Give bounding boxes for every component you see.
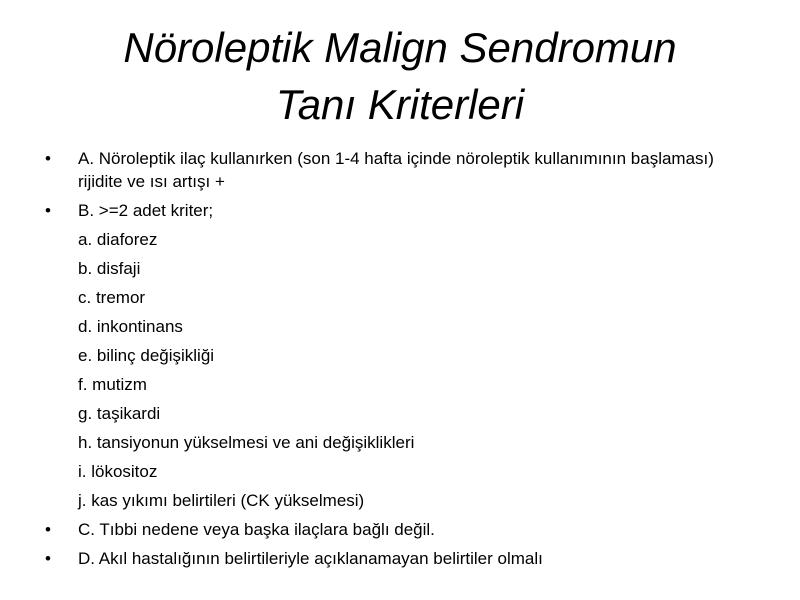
title-line-2: Tanı Kriterleri bbox=[275, 81, 525, 128]
sub-criterion-text: f. mutizm bbox=[78, 375, 147, 394]
sub-criterion-text: h. tansiyonun yükselmesi ve ani değişiklikleri bbox=[78, 433, 415, 452]
bullet-icon: • bbox=[45, 520, 51, 539]
bullet-icon: • bbox=[45, 549, 51, 568]
criterion-b bbox=[0, 199, 800, 222]
sub-criterion-i bbox=[0, 460, 800, 483]
sub-criterion-b bbox=[0, 257, 800, 280]
sub-criterion-g bbox=[0, 402, 800, 425]
sub-criterion-a bbox=[0, 228, 800, 251]
bullet-icon: • bbox=[45, 149, 51, 168]
criterion-d-text: D. Akıl hastalığının belirtileriyle açıklanamayan belirtiler olmalı bbox=[78, 549, 543, 568]
sub-criterion-e bbox=[0, 344, 800, 367]
sub-criterion-j bbox=[0, 489, 800, 512]
criterion-d bbox=[0, 547, 800, 570]
criterion-c-text: C. Tıbbi nedene veya başka ilaçlara bağlı değil. bbox=[78, 520, 435, 539]
sub-criterion-text: j. kas yıkımı belirtileri (CK yükselmesi) bbox=[78, 491, 365, 510]
criterion-a bbox=[0, 147, 800, 191]
sub-criterion-text: d. inkontinans bbox=[78, 317, 183, 336]
criterion-a-text: A. Nöroleptik ilaç kullanırken (son 1-4 hafta içinde nöroleptik kullanımının başlaması) rijidite ve ısı artışı + bbox=[78, 149, 714, 191]
sub-criterion-c bbox=[0, 286, 800, 309]
sub-criterion-f bbox=[0, 373, 800, 396]
sub-criterion-text: a. diaforez bbox=[78, 230, 158, 249]
slide-title bbox=[0, 19, 800, 133]
sub-criterion-h bbox=[0, 431, 800, 454]
sub-criterion-d bbox=[0, 315, 800, 338]
title-line-1: Nöroleptik Malign Sendromun bbox=[123, 24, 677, 71]
bullet-icon: • bbox=[45, 201, 51, 220]
sub-criterion-text: b. disfaji bbox=[78, 259, 141, 278]
sub-criterion-text: e. bilinç değişikliği bbox=[78, 346, 215, 365]
criterion-c bbox=[0, 518, 800, 541]
sub-criterion-text: c. tremor bbox=[78, 288, 146, 307]
sub-criterion-text: i. lökositoz bbox=[78, 462, 158, 481]
criterion-b-text: B. >=2 adet kriter; bbox=[78, 201, 214, 220]
sub-criterion-text: g. taşikardi bbox=[78, 404, 161, 423]
